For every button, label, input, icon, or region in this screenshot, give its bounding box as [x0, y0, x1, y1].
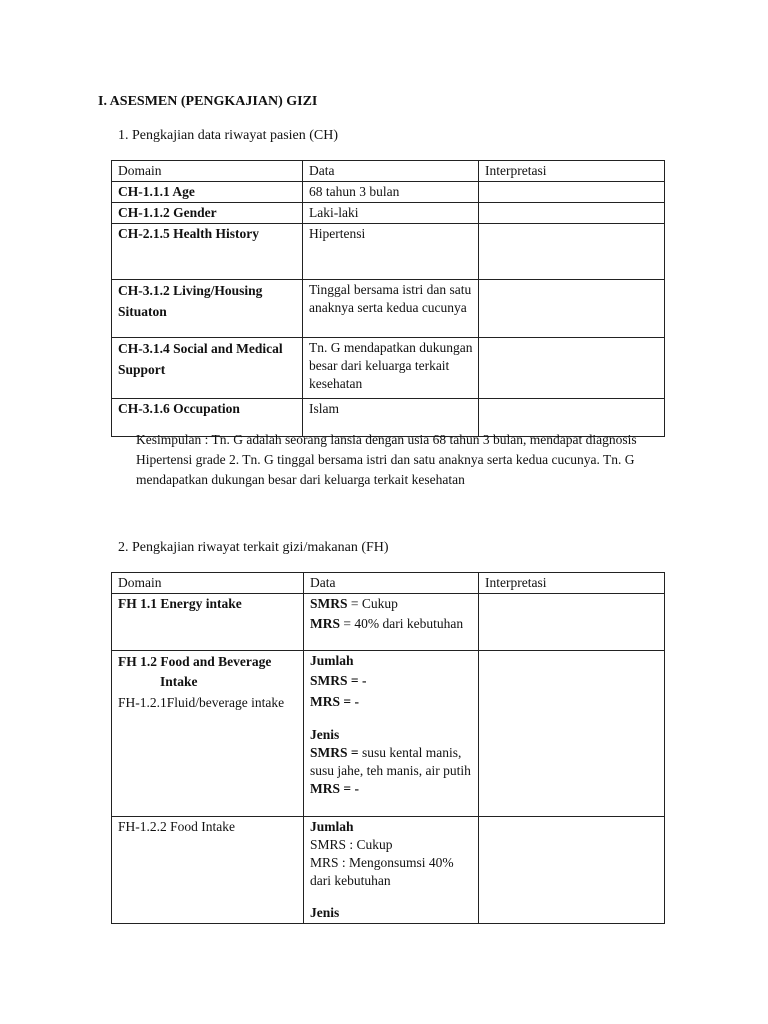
conclusion-text: Kesimpulan : Tn. G adalah seorang lansia dengan usia 68 tahun 3 bulan, mendapat diagnosis Hipertensi grade 2. Tn. G tinggal bersama istri dan satu anaknya serta kedua cucunya. Tn. G mendapatkan dukungan besar dari keluarga terkait kesehatan [136, 432, 637, 487]
smrs-label: SMRS [310, 596, 348, 611]
mrs-line: MRS = - [310, 694, 359, 709]
smrs-line: SMRS : Cukup [310, 837, 393, 852]
domain-cell: CH-3.1.6 Occupation [112, 399, 303, 437]
table-row [112, 182, 665, 203]
interpretasi-cell [479, 594, 665, 651]
domain-cell: CH-2.1.5 Health History [112, 224, 303, 280]
header-interpretasi: Interpretasi [479, 161, 665, 182]
mrs-label: MRS [310, 616, 340, 631]
domain-bold-line: FH 1.2 Food and Beverage [118, 654, 272, 669]
table-header-row [112, 573, 665, 594]
interpretasi-cell [479, 817, 665, 924]
jumlah-label: Jumlah [310, 819, 354, 834]
mrs-value: = 40% dari kebutuhan [340, 616, 464, 631]
section-heading: I. ASESMEN (PENGKAJIAN) GIZI [98, 94, 318, 109]
interpretasi-cell [479, 182, 665, 203]
domain-cell [112, 651, 304, 817]
mrs-line: MRS : Mengonsumsi 40% dari kebutuhan [310, 855, 454, 888]
table-row [112, 817, 665, 924]
domain-cell: CH-3.1.2 Living/Housing Situaton [112, 280, 303, 338]
domain-cell: CH-3.1.4 Social and Medical Support [112, 338, 303, 399]
domain-sub-line: FH-1.2.1Fluid/beverage intake [118, 695, 285, 710]
data-cell [304, 594, 479, 651]
jenis-smrs-value: susu kental manis, susu jahe, teh manis, air putih [310, 745, 471, 778]
section1-title: 1. Pengkajian data riwayat pasien (CH) [118, 128, 339, 143]
section2-title: 2. Pengkajian riwayat terkait gizi/makanan (FH) [118, 540, 389, 555]
jenis-mrs-line: MRS = - [310, 781, 359, 796]
header-interpretasi: Interpretasi [479, 573, 665, 594]
header-data: Data [304, 573, 479, 594]
data-cell: Islam [303, 399, 479, 437]
domain-cell: FH 1.1 Energy intake [112, 594, 304, 651]
jenis-smrs-line [310, 744, 473, 780]
interpretasi-cell [479, 203, 665, 224]
data-cell: Tn. G mendapatkan dukungan besar dari keluarga terkait kesehatan [303, 338, 479, 399]
smrs-line [310, 595, 473, 613]
fh-table [111, 572, 665, 924]
data-cell: 68 tahun 3 bulan [303, 182, 479, 203]
domain-cell: CH-1.1.1 Age [112, 182, 303, 203]
domain-bold-line: Intake [160, 674, 198, 689]
data-cell [304, 651, 479, 817]
data-cell: Hipertensi [303, 224, 479, 280]
data-cell: Laki-laki [303, 203, 479, 224]
domain-cell: FH-1.2.2 Food Intake [112, 817, 304, 924]
interpretasi-cell [479, 651, 665, 817]
table-header-row [112, 161, 665, 182]
domain-cell: CH-1.1.2 Gender [112, 203, 303, 224]
table-row [112, 594, 665, 651]
header-data: Data [303, 161, 479, 182]
ch-table [111, 160, 665, 437]
spacer [310, 712, 473, 726]
jenis-label: Jenis [310, 727, 340, 742]
table-row [112, 203, 665, 224]
jumlah-label: Jumlah [310, 653, 354, 668]
table-row [112, 224, 665, 280]
header-domain: Domain [112, 573, 304, 594]
table-row [112, 338, 665, 399]
interpretasi-cell [479, 280, 665, 338]
header-domain: Domain [112, 161, 303, 182]
jenis-label: Jenis [310, 905, 340, 920]
data-cell: Tinggal bersama istri dan satu anaknya serta kedua cucunya [303, 280, 479, 338]
interpretasi-cell [479, 224, 665, 280]
table-row [112, 651, 665, 817]
smrs-value: = Cukup [347, 596, 398, 611]
mrs-line [310, 615, 473, 633]
data-cell [304, 817, 479, 924]
spacer [310, 890, 473, 904]
table-row [112, 280, 665, 338]
interpretasi-cell [479, 338, 665, 399]
jenis-smrs-label: SMRS = [310, 745, 359, 760]
smrs-line: SMRS = - [310, 673, 367, 688]
